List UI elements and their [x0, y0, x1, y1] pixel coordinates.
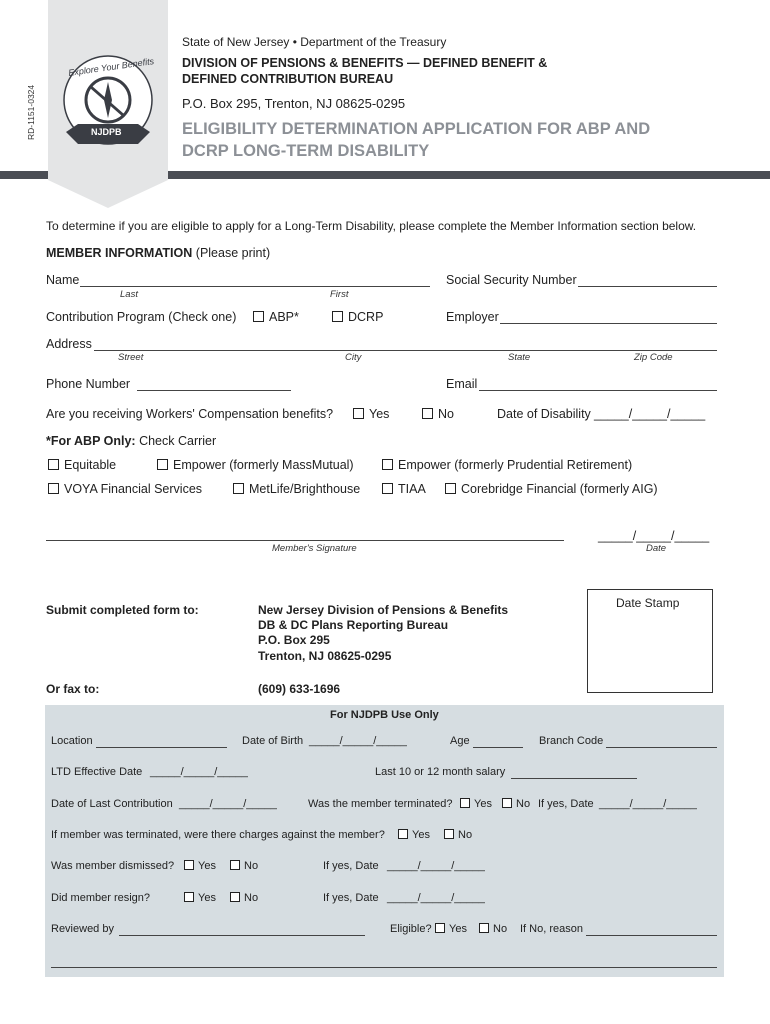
office-branch-label: Branch Code	[539, 735, 604, 747]
office-ltd-label: LTD Effective Date	[51, 766, 143, 778]
date-stamp-box	[587, 589, 713, 693]
member-section-title	[46, 246, 270, 260]
office-dismissed-date-label: If yes, Date	[323, 860, 379, 872]
office-title: For NJDPB Use Only	[330, 709, 439, 721]
carrier-label: Empower (formerly Prudential Retirement)	[398, 458, 633, 472]
submit-address-3: P.O. Box 295	[258, 633, 330, 647]
yes-label: Yes	[198, 860, 216, 872]
member-title: MEMBER INFORMATION	[46, 246, 193, 260]
checkbox-icon	[435, 923, 445, 933]
office-dismissed-yes[interactable]	[184, 860, 216, 872]
intro-text: To determine if you are eligible to apply for a Long-Term Disability, please complete the Member Information section below.	[46, 219, 697, 233]
submit-address-2: DB & DC Plans Reporting Bureau	[258, 618, 449, 632]
member-note: (Please print)	[195, 246, 271, 260]
office-salary-input[interactable]	[511, 778, 637, 779]
office-terminated-no[interactable]	[502, 798, 530, 810]
office-terminated-date-input[interactable]: _____/_____/_____	[599, 798, 697, 810]
carrier-label: TIAA	[398, 482, 426, 496]
name-label: Name	[46, 273, 80, 287]
email-input[interactable]	[479, 390, 717, 391]
office-age-label: Age	[450, 735, 470, 747]
workers-comp-yes[interactable]	[353, 407, 389, 421]
office-charges-no[interactable]	[444, 829, 472, 841]
ssn-label: Social Security Number	[446, 273, 577, 287]
carrier-empower-prudential[interactable]	[382, 458, 632, 472]
checkbox-icon	[48, 483, 59, 494]
office-resigned-date-label: If yes, Date	[323, 892, 379, 904]
carrier-label: Equitable	[64, 458, 117, 472]
carrier-label: Empower (formerly MassMutual)	[173, 458, 354, 472]
disability-date-label: Date of Disability	[497, 407, 591, 421]
signature-date-caption: Date	[646, 543, 667, 554]
signature-caption: Member's Signature	[272, 543, 357, 554]
checkbox-icon	[422, 408, 433, 419]
office-reviewed-label: Reviewed by	[51, 923, 114, 935]
office-dismissed-no[interactable]	[230, 860, 258, 872]
no-label: No	[516, 798, 531, 810]
checkbox-icon	[48, 459, 59, 470]
name-first-caption: First	[330, 289, 349, 300]
office-no-reason-input[interactable]	[586, 935, 717, 936]
date-stamp-label: Date Stamp	[616, 596, 680, 610]
office-resigned-no[interactable]	[230, 892, 258, 904]
carrier-empower-massmutual[interactable]	[157, 458, 354, 472]
office-reviewed-input[interactable]	[119, 935, 365, 936]
office-dismissed-q: Was member dismissed?	[51, 860, 175, 872]
office-no-reason-label: If No, reason	[520, 923, 583, 935]
checkbox-icon	[184, 860, 194, 870]
checkbox-icon	[502, 798, 512, 808]
submit-address-1: New Jersey Division of Pensions & Benefits	[258, 603, 509, 617]
fax-number: (609) 633-1696	[258, 682, 341, 696]
page-title-1: ELIGIBILITY DETERMINATION APPLICATION FOR ABP AND	[182, 120, 651, 138]
office-last-contrib-input[interactable]: _____/_____/_____	[179, 798, 277, 810]
phone-input[interactable]	[137, 390, 291, 391]
checkbox-icon	[230, 892, 240, 902]
abp-only-bold: *For ABP Only:	[46, 434, 136, 448]
office-location-input[interactable]	[96, 747, 227, 748]
office-terminated-q: Was the member terminated?	[308, 798, 453, 810]
address-city-caption: City	[345, 352, 362, 363]
office-eligible-yes[interactable]	[435, 923, 467, 935]
bureau-address: P.O. Box 295, Trenton, NJ 08625-0295	[182, 96, 406, 111]
office-charges-yes[interactable]	[398, 829, 430, 841]
address-street-caption: Street	[118, 352, 144, 363]
seal-ribbon	[48, 0, 168, 210]
carrier-voya[interactable]	[48, 482, 202, 496]
seal-text-top: Explore Your Benefits	[67, 56, 155, 78]
checkbox-icon	[382, 459, 393, 470]
carrier-metlife[interactable]	[233, 482, 360, 496]
no-label: No	[244, 860, 259, 872]
address-input[interactable]	[94, 350, 717, 351]
carrier-tiaa[interactable]	[382, 482, 426, 496]
carrier-label: Corebridge Financial (formerly AIG)	[461, 482, 658, 496]
checkbox-icon	[353, 408, 364, 419]
employer-label: Employer	[446, 310, 499, 324]
abp-checkbox[interactable]	[253, 310, 299, 324]
office-eligible-no[interactable]	[479, 923, 507, 935]
employer-input[interactable]	[500, 323, 717, 324]
office-eligible-q: Eligible?	[390, 923, 432, 935]
checkbox-icon	[157, 459, 168, 470]
office-resigned-date-input[interactable]: _____/_____/_____	[387, 892, 485, 904]
abp-only-heading	[46, 434, 216, 448]
program-label: Contribution Program (Check one)	[46, 310, 237, 324]
office-resigned-q: Did member resign?	[51, 892, 151, 904]
abp-only-rest: Check Carrier	[135, 434, 217, 448]
yes-label: Yes	[198, 892, 216, 904]
yes-label: Yes	[369, 407, 390, 421]
office-branch-input[interactable]	[606, 747, 717, 748]
office-dob-input[interactable]: _____/_____/_____	[309, 735, 407, 747]
office-age-input[interactable]	[473, 747, 523, 748]
checkbox-icon	[184, 892, 194, 902]
name-input[interactable]	[80, 286, 430, 287]
yes-label: Yes	[412, 829, 430, 841]
checkbox-icon	[230, 860, 240, 870]
state-line: State of New Jersey • Department of the Treasury	[182, 35, 447, 49]
office-dob-label: Date of Birth	[242, 735, 304, 747]
carrier-equitable[interactable]	[48, 458, 116, 472]
yes-label: Yes	[474, 798, 492, 810]
page-title-2: DCRP LONG-TERM DISABILITY	[182, 142, 430, 160]
office-reason-continued-input[interactable]	[51, 967, 717, 968]
checkbox-icon	[444, 829, 454, 839]
division-line-2: DEFINED CONTRIBUTION BUREAU	[182, 72, 394, 86]
office-terminated-date-label: If yes, Date	[538, 798, 594, 810]
checkbox-icon	[253, 311, 264, 322]
no-label: No	[438, 407, 454, 421]
office-dismissed-date-input[interactable]: _____/_____/_____	[387, 860, 485, 872]
division-line-1: DIVISION OF PENSIONS & BENEFITS — DEFINED BENEFIT &	[182, 56, 548, 70]
checkbox-icon	[332, 311, 343, 322]
ssn-input[interactable]	[578, 286, 717, 287]
address-zip-caption: Zip Code	[634, 352, 673, 363]
office-charges-q: If member was terminated, were there charges against the member?	[51, 829, 385, 841]
checkbox-icon	[398, 829, 408, 839]
office-ltd-input[interactable]: _____/_____/_____	[150, 766, 248, 778]
carrier-label: MetLife/Brighthouse	[249, 482, 361, 496]
yes-label: Yes	[449, 923, 467, 935]
submit-label: Submit completed form to:	[46, 603, 199, 617]
no-label: No	[493, 923, 508, 935]
submit-address-4: Trenton, NJ 08625-0295	[258, 649, 392, 663]
seal-text-bottom: NJDPB	[91, 127, 122, 137]
checkbox-icon	[382, 483, 393, 494]
office-resigned-yes[interactable]	[184, 892, 216, 904]
office-salary-label: Last 10 or 12 month salary	[375, 766, 506, 778]
office-terminated-yes[interactable]	[460, 798, 492, 810]
workers-comp-no[interactable]	[422, 407, 454, 421]
signature-date-input[interactable]: _____/_____/_____	[598, 529, 710, 543]
carrier-corebridge[interactable]	[445, 482, 658, 496]
dcrp-label: DCRP	[348, 310, 384, 324]
abp-label: ABP*	[269, 310, 299, 324]
workers-comp-question: Are you receiving Workers' Compensation benefits?	[46, 407, 334, 421]
email-label: Email	[446, 377, 478, 391]
office-last-contrib-label: Date of Last Contribution	[51, 798, 173, 810]
phone-label: Phone Number	[46, 377, 131, 391]
checkbox-icon	[233, 483, 244, 494]
fax-label: Or fax to:	[46, 682, 100, 696]
address-state-caption: State	[508, 352, 531, 363]
no-label: No	[458, 829, 473, 841]
office-location-label: Location	[51, 735, 93, 747]
form-code: RD-1151-0324	[26, 84, 36, 140]
checkbox-icon	[445, 483, 456, 494]
checkbox-icon	[479, 923, 489, 933]
dcrp-checkbox[interactable]	[332, 310, 383, 324]
no-label: No	[244, 892, 259, 904]
checkbox-icon	[460, 798, 470, 808]
disability-date-input[interactable]: _____/_____/_____	[594, 407, 706, 421]
carrier-label: VOYA Financial Services	[64, 482, 203, 496]
signature-input[interactable]	[46, 540, 564, 541]
address-label: Address	[46, 337, 92, 351]
name-last-caption: Last	[120, 289, 138, 300]
